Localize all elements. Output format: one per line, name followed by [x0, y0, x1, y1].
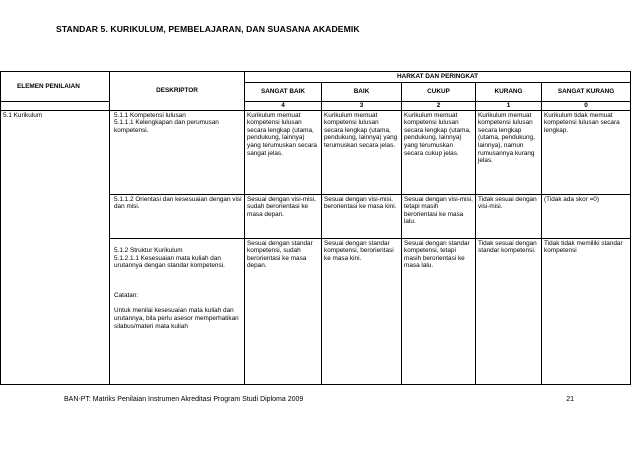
level-cell: Sesuai dengan visi-misi, berorientasi ke masa kini.: [322, 194, 402, 238]
header-deskriptor: DESKRIPTOR: [110, 72, 245, 111]
header-level-kurang: KURANG: [476, 82, 542, 101]
note-body: Untuk menilai kesesuaian mata kuliah dan urutannya, bila perlu asesor memperhatikan silabus/materi mata kuliah: [114, 307, 239, 330]
level-cell: Tidak sesuai dengan standar kompetensi.: [476, 238, 542, 384]
level-cell: Tidak sesuai dengan visi-misi.: [476, 194, 542, 238]
table-row: [1, 110, 631, 194]
header-empty-cell: [1, 101, 110, 110]
score-0: 0: [542, 101, 631, 110]
page-footer: [64, 396, 574, 403]
element-cell: 5.1 Kurikulum: [1, 110, 110, 384]
page-title: STANDAR 5. KURIKULUM, PEMBELAJARAN, DAN SUASANA AKADEMIK: [56, 24, 360, 34]
page-number: 21: [566, 396, 574, 403]
descriptor-cell: [110, 238, 245, 384]
level-cell: Kurikulum memuat kompetensi lulusan secara lengkap (utama, pendukung, lainnya), namun rumusannya kurang jelas.: [476, 110, 542, 194]
level-cell: Kurikulum memuat kompetensi lulusan secara lengkap (utama, pendukung, lainnya) yang terumuskan secara cukup jelas.: [402, 110, 476, 194]
header-elemen-penilaian: ELEMEN PENILAIAN: [1, 72, 110, 102]
descriptor-cell: 5.1.1.2 Orientasi dan kesesuaian dengan visi dan misi.: [110, 194, 245, 238]
score-4: 4: [245, 101, 322, 110]
level-cell: Sesuai dengan visi-misi, tetapi masih berorientasi ke masa lalu.: [402, 194, 476, 238]
header-harkat-peringkat: HARKAT DAN PERINGKAT: [245, 72, 631, 83]
header-level-sangat-baik: SANGAT BAIK: [245, 82, 322, 101]
level-cell: Kurikulum tidak memuat kompetensi lulusan secara lengkap.: [542, 110, 631, 194]
level-cell: Sesuai dengan standar kompetensi, sudah berorientasi ke masa depan.: [245, 238, 322, 384]
header-level-sangat-kurang: SANGAT KURANG: [542, 82, 631, 101]
header-level-cukup: CUKUP: [402, 82, 476, 101]
level-cell: Sesuai dengan standar kompetensi, berorientasi ke masa kini.: [322, 238, 402, 384]
level-cell: Tidak tidak memiliki standar kompetensi: [542, 238, 631, 384]
level-cell: Kurikulum memuat kompetensi lulusan secara lengkap (utama, pendukung, lainnya) yang terumuskan secara sangat jelas.: [245, 110, 322, 194]
score-2: 2: [402, 101, 476, 110]
level-cell: Sesuai dengan visi-misi, sudah berorientasi ke masa depan.: [245, 194, 322, 238]
note-title: Catatan:: [114, 292, 139, 300]
descriptor-text: 5.1.2 Struktur Kurikulum 5.1.2.1.1 Kesesuaian mata kuliah dan urutannya dengan standar kompetensi.: [114, 247, 225, 270]
header-level-baik: BAIK: [322, 82, 402, 101]
level-cell: Sesuai dengan standar kompetensi, tetapi masih berorientasi ke masa lalu.: [402, 238, 476, 384]
level-cell: Kurikulum memuat kompetensi lulusan secara lengkap (utama, pendukung, lainnya) yang terumuskan secara jelas.: [322, 110, 402, 194]
footer-text: BAN-PT: Matriks Penilaian Instrumen Akreditasi Program Studi Diploma 2009: [64, 396, 304, 403]
assessment-matrix-table: [0, 71, 631, 385]
score-3: 3: [322, 101, 402, 110]
descriptor-cell: 5.1.1 Kompetensi lulusan 5.1.1.1 Kelengkapan dan perumusan kompetensi.: [110, 110, 245, 194]
score-1: 1: [476, 101, 542, 110]
level-cell: (Tidak ada skor =0): [542, 194, 631, 238]
